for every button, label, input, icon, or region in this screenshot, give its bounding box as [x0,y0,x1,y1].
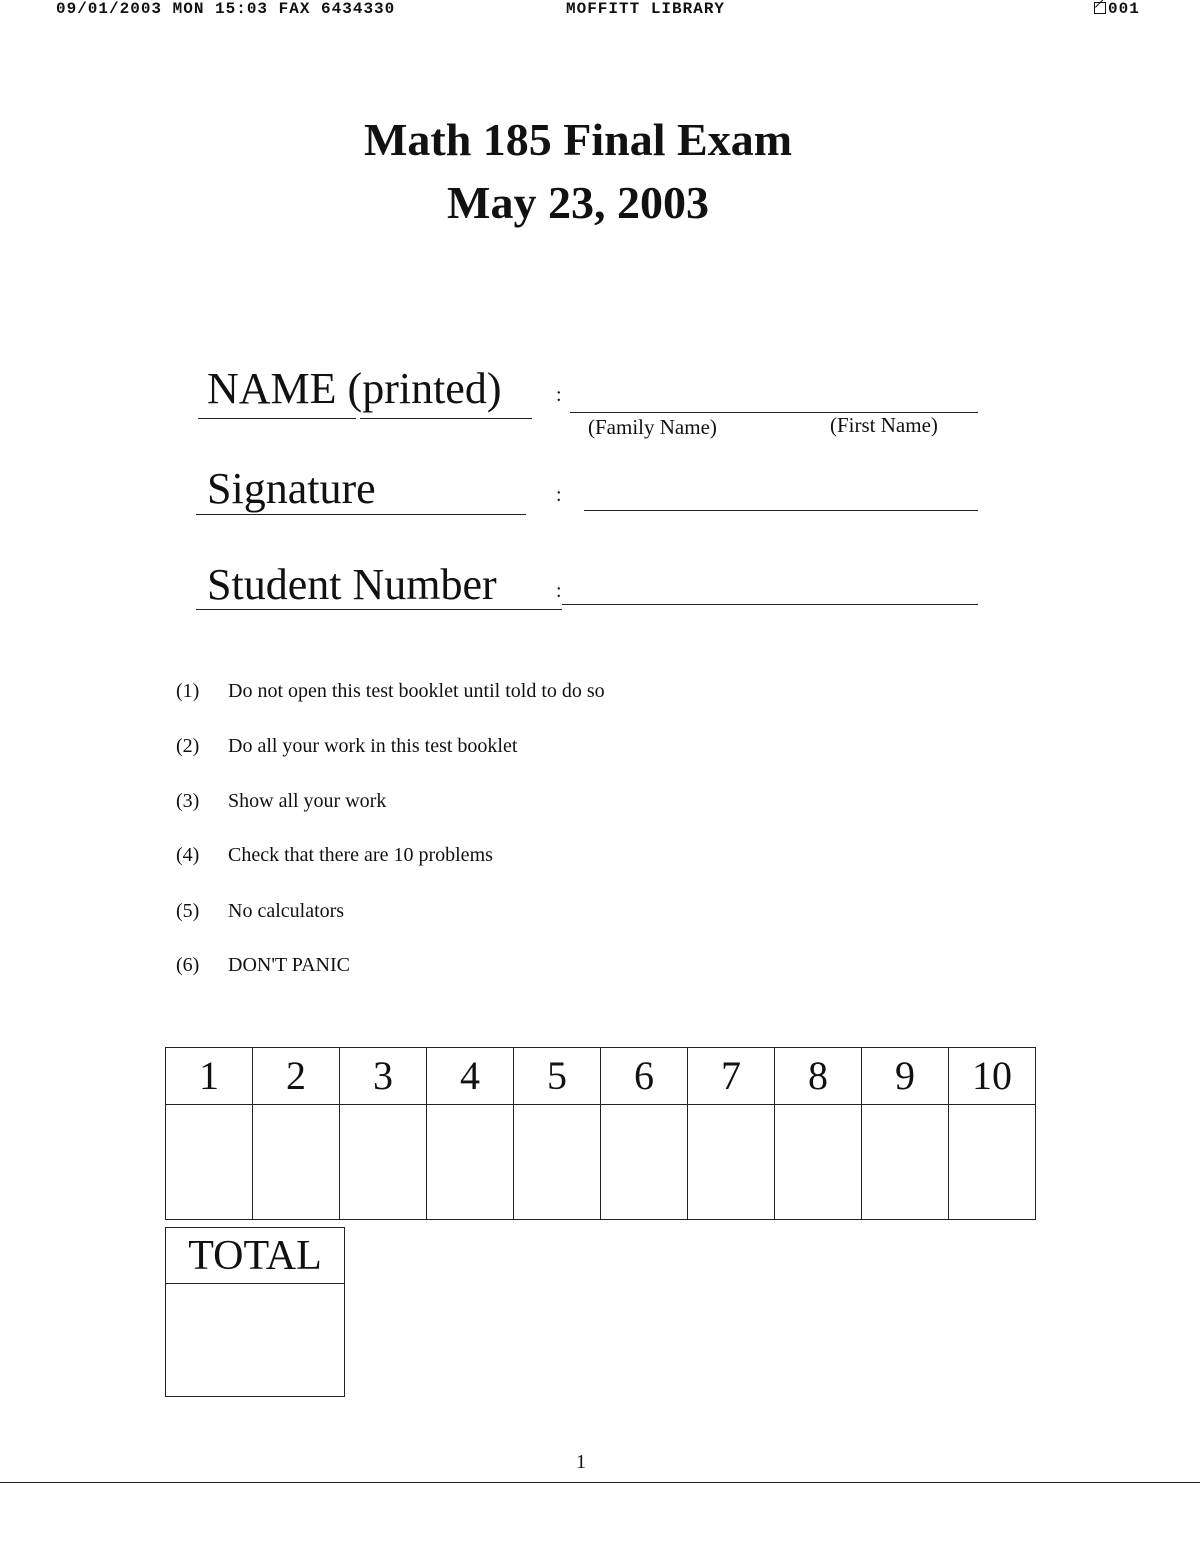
instruction-item [176,790,386,813]
exam-date: May 23, 2003 [447,177,709,228]
instruction-item [176,844,493,867]
instruction-item [176,900,344,923]
total-entry-row [166,1284,345,1397]
problem-number-cell: 6 [601,1048,688,1105]
fax-header-center: MOFFITT LIBRARY [566,0,726,18]
score-cell[interactable] [601,1105,688,1220]
student-number-colon: : [556,580,562,602]
fax-header-right [1094,0,1140,18]
score-entry-row [166,1105,1036,1220]
instruction-item [176,680,605,703]
name-label-underline-2 [360,418,532,419]
score-cell[interactable] [688,1105,775,1220]
problem-number-cell: 8 [775,1048,862,1105]
instruction-text: DON'T PANIC [228,954,350,976]
score-cell[interactable] [862,1105,949,1220]
name-colon: : [556,384,562,406]
signature-field[interactable] [584,510,978,511]
problem-number-cell: 2 [253,1048,340,1105]
instruction-number: (2) [176,735,200,757]
score-cell[interactable] [427,1105,514,1220]
score-cell[interactable] [340,1105,427,1220]
signature-label-underline [196,514,526,515]
problem-number-cell: 4 [427,1048,514,1105]
score-table [165,1047,1036,1220]
instruction-number: (1) [176,680,200,702]
fax-page-icon [1094,2,1106,14]
problem-number-cell: 5 [514,1048,601,1105]
score-cell[interactable] [166,1105,253,1220]
problem-number-cell: 7 [688,1048,775,1105]
instruction-text: No calculators [228,900,345,922]
student-number-label: Student Number [207,560,497,609]
instruction-text: Show all your work [228,790,387,812]
fax-header-left: 09/01/2003 MON 15:03 FAX 6434330 [56,0,396,18]
instruction-number: (5) [176,900,200,922]
score-cell[interactable] [775,1105,862,1220]
total-header-row [166,1228,345,1284]
score-cell[interactable] [514,1105,601,1220]
instruction-text: Check that there are 10 problems [228,844,493,866]
problem-number-cell: 10 [949,1048,1036,1105]
total-table [165,1227,345,1397]
problem-number-cell: 1 [166,1048,253,1105]
instruction-text: Do all your work in this test booklet [228,735,518,757]
exam-title: Math 185 Final Exam [363,114,793,165]
signature-colon: : [556,484,562,506]
score-header-row [166,1048,1036,1105]
name-label: NAME (printed) [207,364,502,413]
problem-number-cell: 3 [340,1048,427,1105]
instruction-text: Do not open this test booklet until told to do so [228,680,605,702]
total-label: TOTAL [166,1228,345,1284]
student-number-label-underline [196,609,562,610]
student-number-field[interactable] [562,604,978,605]
instruction-item [176,735,517,758]
instruction-number: (4) [176,844,200,866]
page-number: 1 [576,1451,586,1473]
instruction-number: (3) [176,790,200,812]
fax-page-number: 001 [1108,0,1140,18]
score-cell[interactable] [253,1105,340,1220]
signature-label: Signature [207,464,376,513]
problem-number-cell: 9 [862,1048,949,1105]
instruction-item [176,954,350,977]
total-score-cell[interactable] [166,1284,345,1397]
first-name-caption: (First Name) [830,413,938,437]
family-name-caption: (Family Name) [588,415,717,439]
bottom-rule [0,1482,1200,1483]
score-cell[interactable] [949,1105,1036,1220]
instruction-number: (6) [176,954,200,976]
name-label-underline [198,418,356,419]
